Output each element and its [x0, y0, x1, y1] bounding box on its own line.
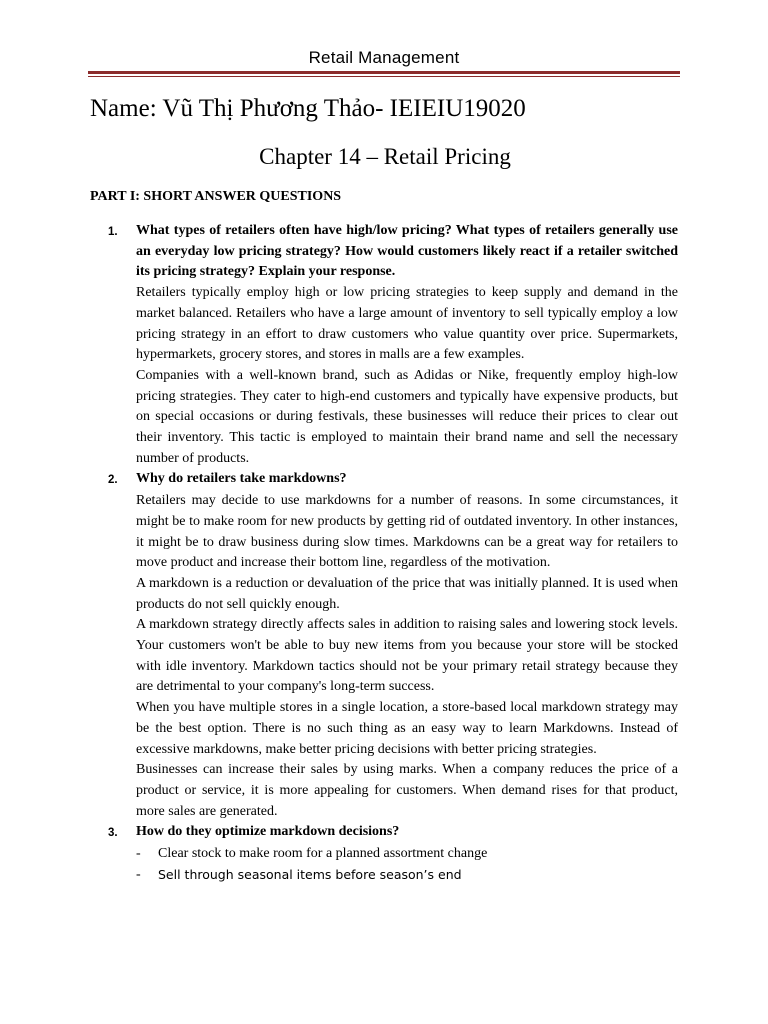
student-name-line: Name: Vũ Thị Phương Thảo- IEIEIU19020: [90, 95, 526, 122]
answer-paragraph: A markdown is a reduction or devaluation of the price that was initially planned. It is used when products do not sell quickly enough.: [136, 575, 678, 612]
bullet-item: [136, 865, 678, 886]
answer-paragraph: Companies with a well-known brand, such as Adidas or Nike, frequently employ high-low pricing strategies. They cater to high-end customers and typically have expensive products, but on special occasions or during festivals, these businesses will reduce their prices to clear out their inventory. This tactic is employed to maintain their brand name and sell the necessary number of products.: [136, 367, 678, 466]
answer-paragraph: A markdown strategy directly affects sales in addition to raising sales and lowering stock levels. Your customers won't be able to buy new items from you because your store will be stocked with idle inventory. Markdown tactics should not be your primary retail strategy because they are detrimental to your company's long-term success.: [136, 617, 678, 695]
question-number: 2.: [108, 474, 118, 487]
part-heading: PART I: SHORT ANSWER QUESTIONS: [90, 189, 342, 204]
question-text: What types of retailers often have high/low pricing? What types of retailers generally use an everyday low pricing strategy? How would customers likely react if a retailer switched its pricing strategy? Explain your response.: [136, 223, 678, 280]
bullet-dash: -: [136, 846, 141, 862]
question-3: [108, 822, 678, 844]
question-number: 1.: [108, 226, 118, 238]
bullet-dash: -: [136, 866, 141, 882]
answer-paragraph: Businesses can increase their sales by using marks. When a company reduces the price of a product or service, it is more appealing for customers. When demand rises for that product, more sales are generated.: [136, 762, 678, 819]
question-1: [108, 221, 678, 283]
question-number: 3.: [108, 827, 118, 840]
page-header-title: Retail Management: [308, 48, 460, 67]
question-text: Why do retailers take markdowns?: [136, 471, 347, 487]
answer-paragraph: Retailers typically employ high or low pricing strategies to keep supply and demand in the market balanced. Retailers who have a large amount of inventory to sell typically employ a low pricing strategy in an effort to draw customers who value quantity over price. Supermarkets, hypermarkets, grocery stores, and stores in malls are a few examples.: [136, 285, 678, 363]
bullet-text: Clear stock to make room for a planned assortment change: [158, 846, 488, 862]
bullet-text: Sell through seasonal items before season’s end: [158, 866, 462, 882]
header-rule-thick: [88, 71, 680, 74]
header-rule-thin: [88, 76, 680, 77]
question-2: [108, 469, 678, 491]
question-text: How do they optimize markdown decisions?: [136, 824, 400, 840]
answer-paragraph: Retailers may decide to use markdowns for a number of reasons. In some circumstances, it might be to make room for new products by getting rid of outdated inventory. In other instances, it might be to draw business during slow times. Markdowns can be a great way for retailers to move product and increase their bottom line, regardless of the motivation.: [136, 493, 678, 571]
document-body: [108, 221, 678, 886]
bullet-item: [136, 844, 678, 865]
chapter-title: Chapter 14 – Retail Pricing: [259, 144, 511, 169]
answer-paragraph: When you have multiple stores in a single location, a store-based local markdown strategy may be the best option. There is no such thing as an easy way to learn Markdowns. Instead of excessive markdowns, make better pricing decisions with better pricing strategies.: [136, 700, 678, 757]
